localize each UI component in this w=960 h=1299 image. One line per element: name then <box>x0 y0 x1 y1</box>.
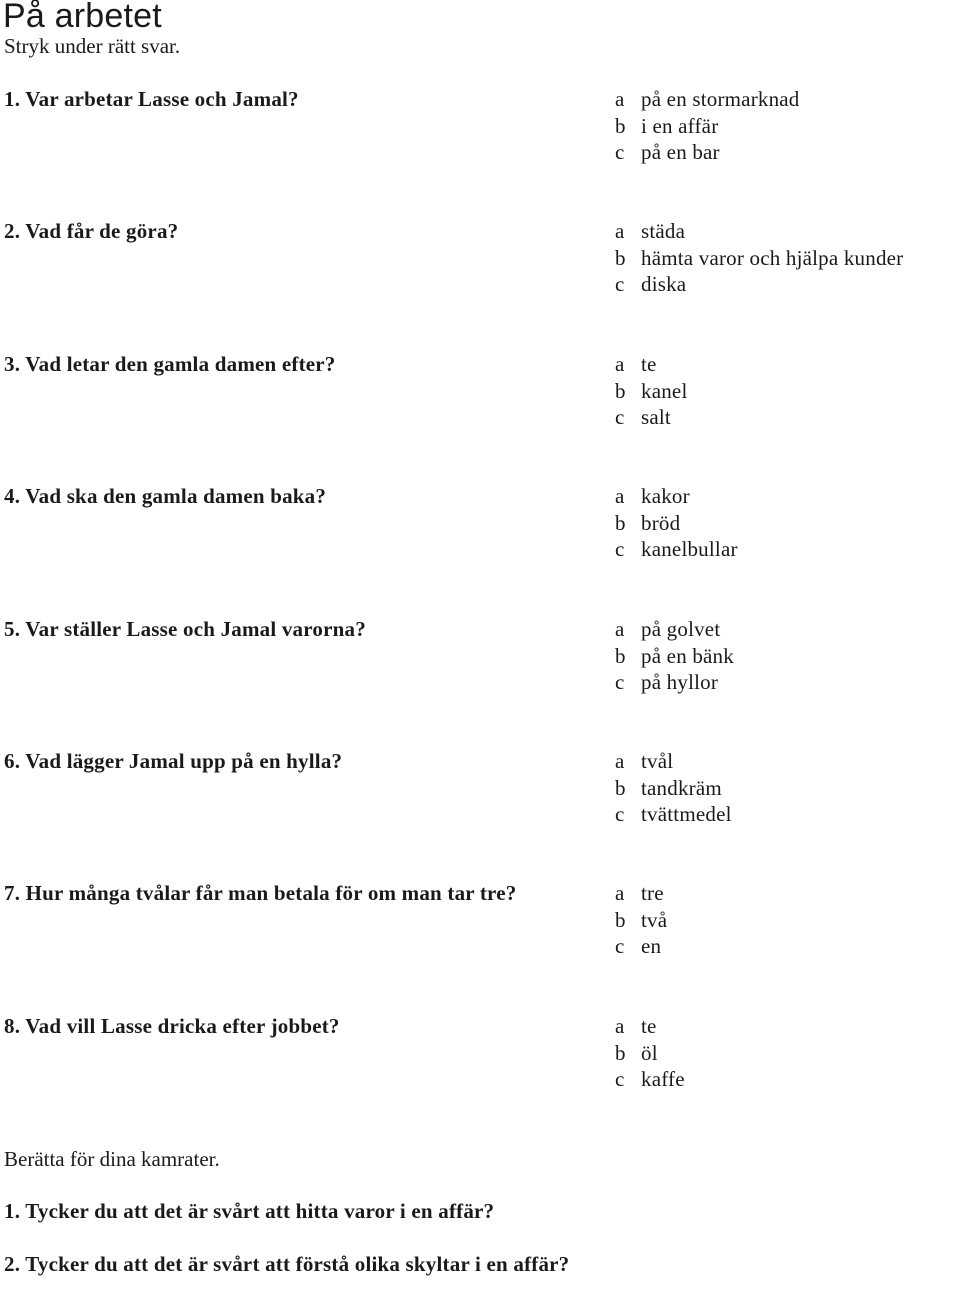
option-1a[interactable]: a på en stormarknad <box>615 87 800 111</box>
question-5-options <box>615 616 734 696</box>
option-6b[interactable]: b tandkräm <box>615 775 722 800</box>
page-title: På arbetet <box>3 0 162 35</box>
question-6-options <box>615 748 732 828</box>
option-2c[interactable]: c diska <box>615 272 687 296</box>
question-6: 6. Vad lägger Jamal upp på en hylla? <box>4 749 343 773</box>
question-2: 2. Vad får de göra? <box>4 219 179 243</box>
question-1: 1. Var arbetar Lasse och Jamal? <box>4 87 299 111</box>
option-3a[interactable]: a te <box>615 352 657 376</box>
question-2-options <box>615 218 903 298</box>
option-7a[interactable]: a tre <box>615 881 664 905</box>
question-4-options <box>615 483 738 563</box>
option-7b[interactable]: b två <box>615 907 668 932</box>
option-1b[interactable]: b i en affär <box>615 113 719 138</box>
question-5: 5. Var ställer Lasse och Jamal varorna? <box>4 617 366 641</box>
option-4a[interactable]: a kakor <box>615 484 690 508</box>
question-8: 8. Vad vill Lasse dricka efter jobbet? <box>4 1014 340 1038</box>
option-4c[interactable]: c kanelbullar <box>615 537 738 561</box>
option-3c[interactable]: c salt <box>615 405 671 429</box>
instruction-text: Stryk under rätt svar. <box>4 34 181 58</box>
question-7-options <box>615 880 667 960</box>
option-4b[interactable]: b bröd <box>615 510 681 535</box>
option-7c[interactable]: c en <box>615 934 662 958</box>
question-8-options <box>615 1013 685 1093</box>
option-3b[interactable]: b kanel <box>615 378 688 403</box>
option-8b[interactable]: b öl <box>615 1040 658 1065</box>
option-6c[interactable]: c tvättmedel <box>615 802 732 826</box>
option-1c[interactable]: c på en bar <box>615 140 720 164</box>
option-8a[interactable]: a te <box>615 1014 657 1038</box>
option-2a[interactable]: a städa <box>615 219 686 243</box>
option-6a[interactable]: a tvål <box>615 749 674 773</box>
question-7: 7. Hur många tvålar får man betala för om man tar tre? <box>4 881 517 905</box>
discussion-intro: Berätta för dina kamrater. <box>4 1147 220 1171</box>
option-5b[interactable]: b på en bänk <box>615 643 734 668</box>
option-2b[interactable]: b hämta varor och hjälpa kunder <box>615 245 904 270</box>
option-5a[interactable]: a på golvet <box>615 617 721 641</box>
option-5c[interactable]: c på hyllor <box>615 670 719 694</box>
discussion-question-2: 2. Tycker du att det är svårt att förstå olika skyltar i en affär? <box>4 1252 570 1276</box>
question-1-options <box>615 86 800 166</box>
discussion-question-1: 1. Tycker du att det är svårt att hitta varor i en affär? <box>4 1199 495 1223</box>
question-3: 3. Vad letar den gamla damen efter? <box>4 352 336 376</box>
option-8c[interactable]: c kaffe <box>615 1067 685 1091</box>
question-4: 4. Vad ska den gamla damen baka? <box>4 484 327 508</box>
question-3-options <box>615 351 687 431</box>
